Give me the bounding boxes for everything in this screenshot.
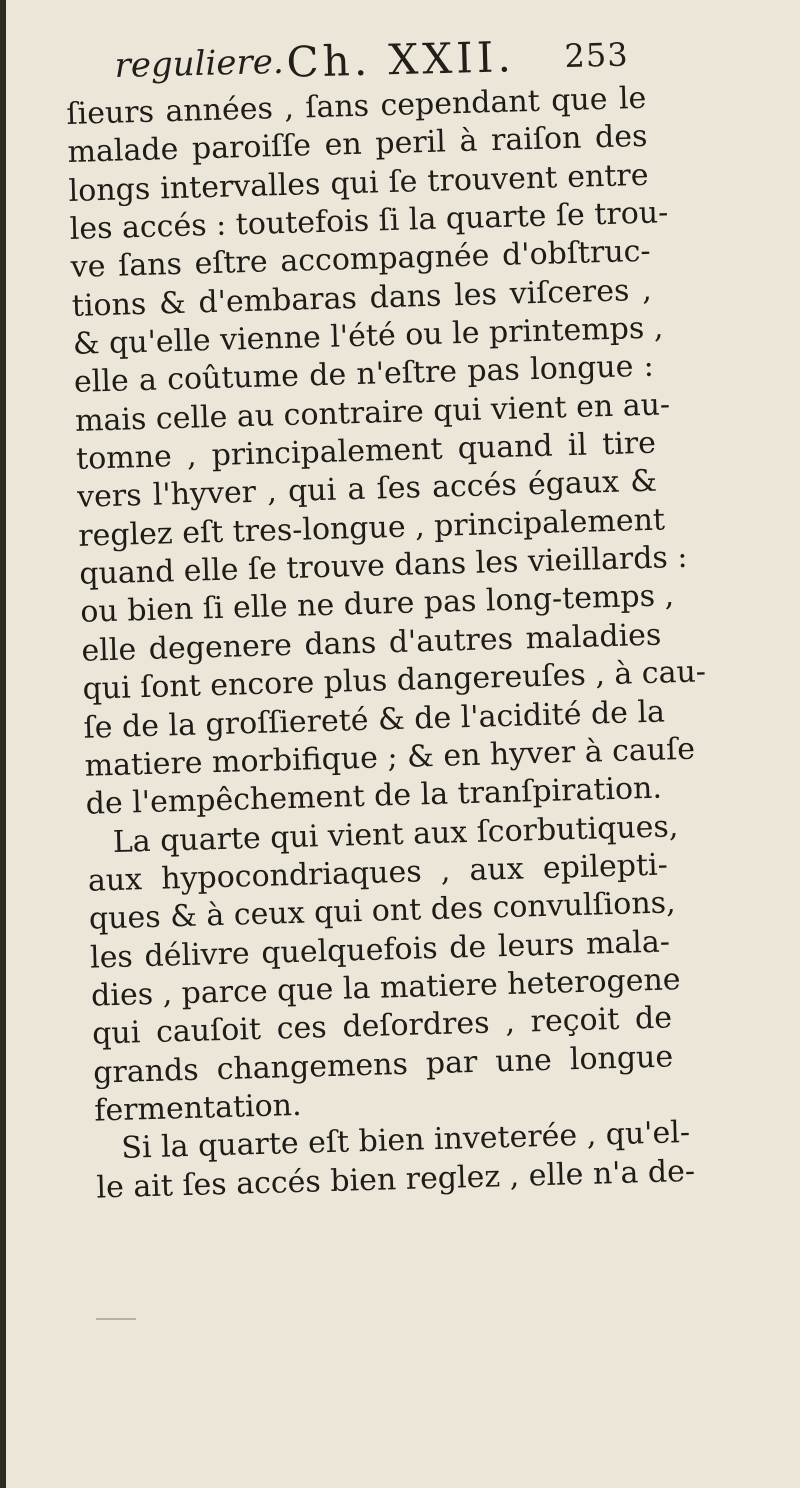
text-line: ſe de la groſſiereté & de l'acidité de la xyxy=(83,694,666,746)
paragraph-start-line: La quarte qui vient aux ſcorbutiques, xyxy=(112,808,679,860)
text-line: reglez eſt tres-longue , principalement xyxy=(77,502,666,554)
text-line: elle a coûtume de n'eſtre pas longue : xyxy=(73,349,655,401)
text-line: vers l'hyver , qui a ſes accés égaux & xyxy=(76,464,658,516)
text-line: mais celle au contraire qui vient en au- xyxy=(74,387,671,439)
text-line: aux hypocondriaques , aux epilepti- xyxy=(87,847,669,899)
text-line: grands changemens par une longue xyxy=(92,1039,674,1091)
body-text xyxy=(66,79,717,1208)
page-number: 253 xyxy=(564,35,629,75)
text-line: tions & d'embaras dans les viſceres , xyxy=(71,272,653,324)
text-line: qui ſont encore plus dangereuſes , à cau- xyxy=(82,654,707,707)
ink-smudge xyxy=(96,1318,136,1320)
text-line: les délivre quelquefois de leurs mala- xyxy=(89,924,671,976)
text-line: & qu'elle vienne l'été ou le printemps , xyxy=(72,310,664,362)
text-line: le ait ſes accés bien reglez , elle n'a de- xyxy=(96,1153,696,1206)
chapter-label: Ch. XXII. xyxy=(285,32,516,87)
text-line: tomne , principalement quand il tire xyxy=(75,425,657,477)
text-line: quand elle ſe trouve dans les vieillards : xyxy=(78,539,688,592)
text-line: matiere morbifique ; & en hyver à cauſe xyxy=(84,731,696,784)
text-line: fermentation. xyxy=(93,1087,302,1129)
text-line: de l'empêchement de la tranſpiration. xyxy=(85,770,663,822)
text-line: dies , parce que la matiere heterogene xyxy=(90,962,682,1014)
text-line: elle degenere dans d'autres maladies xyxy=(81,617,662,669)
text-line: malade paroiſſe en peril à raiſon des xyxy=(67,119,648,171)
text-line: longs intervalles qui ſe trouvent entre xyxy=(68,157,649,209)
text-line: ou bien ſi elle ne dure pas long-temps , xyxy=(79,578,675,631)
text-line: les accés : toutefois ſi la quarte ſe trou- xyxy=(69,195,669,247)
text-line: ques & à ceux qui ont des convulſions, xyxy=(88,885,677,937)
paragraph-start-line: Si la quarte eſt bien inveterée , qu'el- xyxy=(120,1115,691,1167)
text-line: qui cauſoit ces deſordres , reçoit de xyxy=(91,1000,673,1052)
text-line: ſieurs années , ſans cependant que le xyxy=(66,80,647,132)
text-line: ve ſans eſtre accompagnée d'obſtruc- xyxy=(70,234,652,286)
running-head: reguliere. xyxy=(114,41,285,86)
